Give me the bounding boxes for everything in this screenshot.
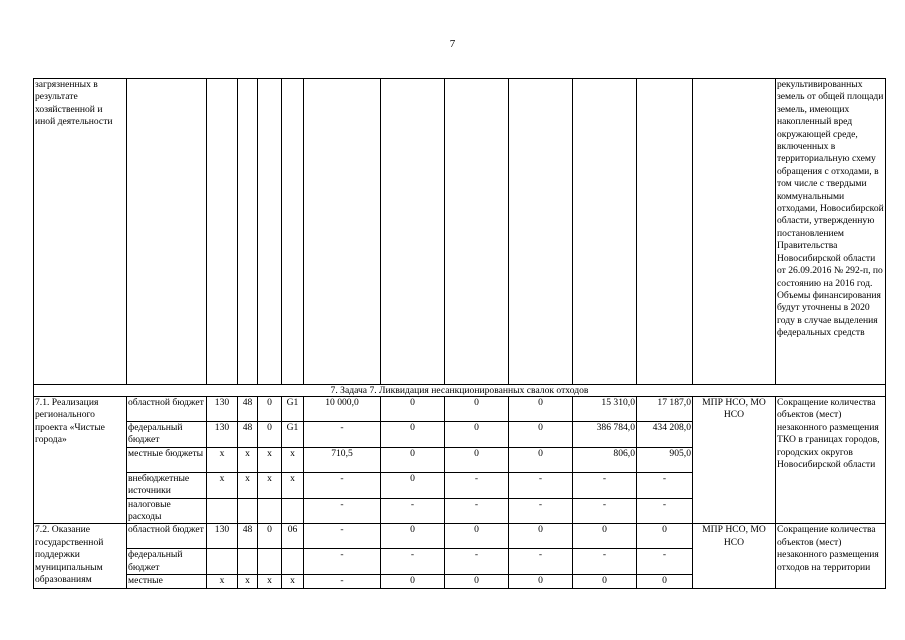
table-row: налоговые расходы - - - - - - bbox=[34, 498, 886, 524]
table-row: федеральный бюджет - - - - - - bbox=[34, 549, 886, 575]
table-row: 7.2. Оказание государственной поддержки муниципальным образованиям областной бюджет 130 48 0 06 - 0 0 0 0 0 МПР НСО, МО НСО Сокращение количества объектов (мест) незаконного размещения отходов на территории bbox=[34, 524, 886, 549]
funding-source: местные bbox=[127, 575, 207, 588]
funding-source: федеральный бюджет bbox=[127, 422, 207, 448]
funding-source: налоговые расходы bbox=[127, 498, 207, 524]
funding-source: областной бюджет bbox=[127, 524, 207, 549]
indicator-cell: Сокращение количества объектов (мест) незаконного размещения отходов на территории bbox=[776, 524, 886, 588]
table-row: внебюджетные источники x x x x - 0 - - - - bbox=[34, 472, 886, 498]
program-table bbox=[33, 78, 886, 589]
executor-cell: МПР НСО, МО НСО bbox=[693, 397, 776, 524]
measure-name-cell: 7.1. Реализация регионального проекта «Чистые города» bbox=[34, 397, 127, 524]
section-row bbox=[34, 385, 886, 397]
table-row: местные x x x x - 0 0 0 0 0 bbox=[34, 575, 886, 588]
executor-cell: МПР НСО, МО НСО bbox=[693, 524, 776, 588]
indicator-cell: Сокращение количества объектов (мест) незаконного размещения ТКО в границах городов, городских округов Новосибирской области bbox=[776, 397, 886, 524]
top-continuation-row bbox=[34, 79, 886, 385]
funding-source: областной бюджет bbox=[127, 397, 207, 422]
measure-name-cell: 7.2. Оказание государственной поддержки муниципальным образованиям bbox=[34, 524, 127, 588]
page-number: 7 bbox=[449, 38, 456, 50]
indicator-cell: рекультивированных земель от общей площади земель, имеющих накопленный вред окружающей среде, включенных в территориальную схему обращения с отходами, в том числе с твердыми коммунальными отходами, Новосибирской области, утвержденную постановлением Правительства Новосибирской области от 26.09.2016 № 292-п, по состоянию на 2016 год. Объемы финансирования будут уточнены в 2020 году в случае выделения федеральных средств bbox=[776, 79, 886, 385]
table-row: 7.1. Реализация регионального проекта «Чистые города» областной бюджет 130 48 0 G1 10 000,0 0 0 0 15 310,0 17 187,0 МПР НСО, МО НСО Сокращение количества объектов (мест) незаконного размещения ТКО в границах городов, городских округов Новосибирской области bbox=[34, 397, 886, 422]
funding-source: местные бюджеты bbox=[127, 447, 207, 472]
funding-source: федеральный бюджет bbox=[127, 549, 207, 575]
funding-source: внебюджетные источники bbox=[127, 472, 207, 498]
table-row: местные бюджеты x x x x 710,5 0 0 0 806,0 905,0 bbox=[34, 447, 886, 472]
measure-name-cell: загрязненных в результате хозяйственной и иной деятельности bbox=[34, 79, 127, 385]
table-row: федеральный бюджет 130 48 0 G1 - 0 0 0 386 784,0 434 208,0 bbox=[128, 422, 691, 446]
section-title: 7. Задача 7. Ликвидация несанкционированных свалок отходов bbox=[34, 385, 886, 397]
